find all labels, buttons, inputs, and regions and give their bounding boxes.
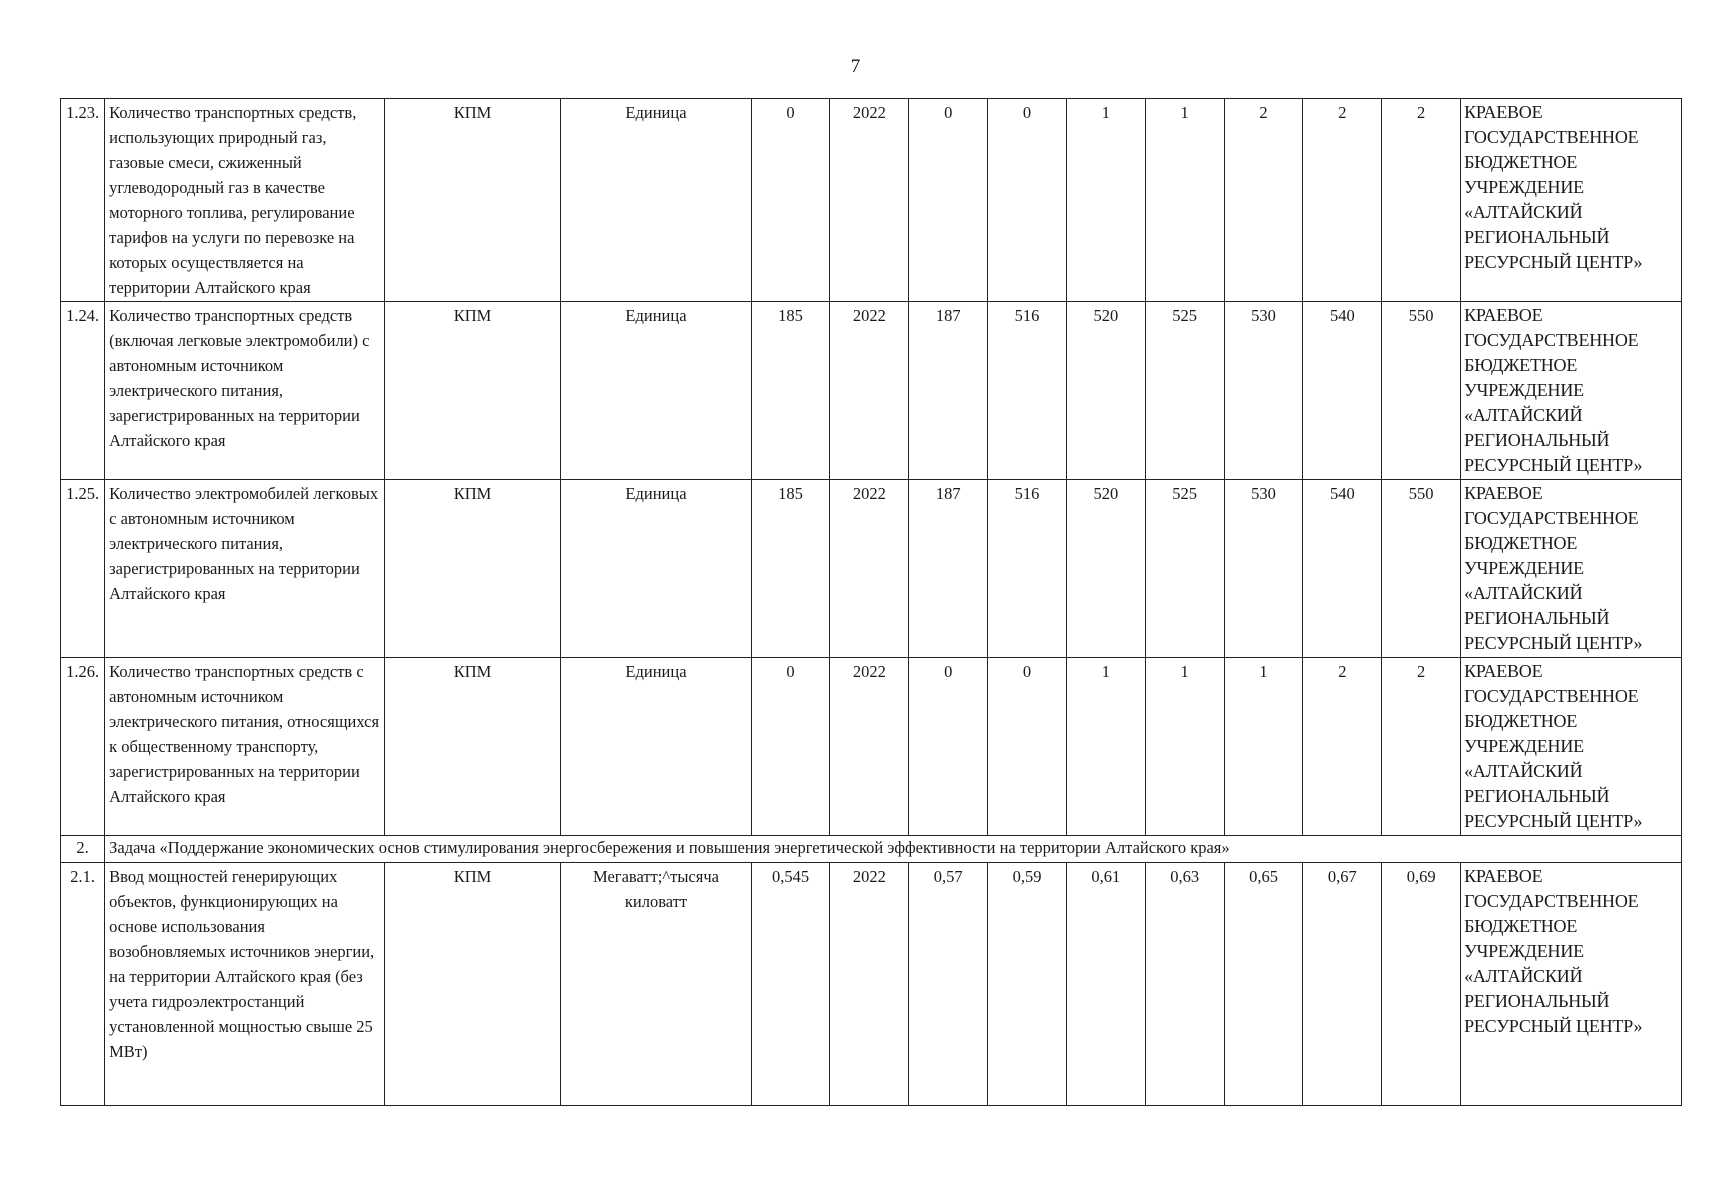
year-value: 550 [1382, 480, 1461, 658]
row-number: 1.25. [61, 480, 105, 658]
year-value: 530 [1224, 302, 1303, 480]
year-value: 525 [1145, 302, 1224, 480]
table-row [61, 302, 1682, 480]
indicator-name: Количество транспортных средств с автономным источником электрического питания, относящихся к общественному транспорту, зарегистрированных на территории Алтайского края [105, 658, 385, 836]
table-row [61, 99, 1682, 302]
year-value: 0,69 [1382, 863, 1461, 1106]
row-number: 2.1. [61, 863, 105, 1106]
year-value: 2 [1224, 99, 1303, 302]
responsible-organization: КРАЕВОЕ ГОСУДАРСТВЕННОЕ БЮДЖЕТНОЕ УЧРЕЖДЕНИЕ «АЛТАЙСКИЙ РЕГИОНАЛЬНЫЙ РЕСУРСНЫЙ ЦЕНТР» [1461, 480, 1682, 658]
indicator-name: Количество электромобилей легковых с автономным источником электрического питания, зарегистрированных на территории Алтайского края [105, 480, 385, 658]
year-value: 0,61 [1066, 863, 1145, 1106]
unit-of-measure: Единица [561, 99, 751, 302]
row-number: 1.23. [61, 99, 105, 302]
indicator-type: КПМ [384, 480, 561, 658]
row-number: 1.24. [61, 302, 105, 480]
indicator-name: Ввод мощностей генерирующих объектов, функционирующих на основе использования возобновляемых источников энергии, на территории Алтайского края (без учета гидроэлектростанций установленной мощностью свыше 25 МВт) [105, 863, 385, 1106]
page-number: 7 [850, 56, 861, 77]
base-year: 2022 [830, 863, 909, 1106]
year-value: 550 [1382, 302, 1461, 480]
year-value: 516 [988, 480, 1067, 658]
responsible-organization: КРАЕВОЕ ГОСУДАРСТВЕННОЕ БЮДЖЕТНОЕ УЧРЕЖДЕНИЕ «АЛТАЙСКИЙ РЕГИОНАЛЬНЫЙ РЕСУРСНЫЙ ЦЕНТР» [1461, 302, 1682, 480]
year-value: 520 [1066, 302, 1145, 480]
year-value: 2 [1382, 658, 1461, 836]
year-value: 187 [909, 480, 988, 658]
task-number: 2. [61, 836, 105, 863]
responsible-organization: КРАЕВОЕ ГОСУДАРСТВЕННОЕ БЮДЖЕТНОЕ УЧРЕЖДЕНИЕ «АЛТАЙСКИЙ РЕГИОНАЛЬНЫЙ РЕСУРСНЫЙ ЦЕНТР» [1461, 99, 1682, 302]
indicator-name: Количество транспортных средств, использующих природный газ, газовые смеси, сжиженный углеводородный газ в качестве моторного топлива, регулирование тарифов на услуги по перевозке на которых осуществляется на территории Алтайского края [105, 99, 385, 302]
unit-of-measure: Единица [561, 658, 751, 836]
year-value: 530 [1224, 480, 1303, 658]
unit-of-measure: Единица [561, 302, 751, 480]
year-value: 0,63 [1145, 863, 1224, 1106]
year-value: 0 [988, 99, 1067, 302]
year-value: 1 [1066, 658, 1145, 836]
base-year: 2022 [830, 99, 909, 302]
indicator-type: КПМ [384, 658, 561, 836]
indicator-type: КПМ [384, 99, 561, 302]
unit-of-measure: Единица [561, 480, 751, 658]
base-value: 185 [751, 302, 830, 480]
base-value: 0 [751, 99, 830, 302]
responsible-organization: КРАЕВОЕ ГОСУДАРСТВЕННОЕ БЮДЖЕТНОЕ УЧРЕЖДЕНИЕ «АЛТАЙСКИЙ РЕГИОНАЛЬНЫЙ РЕСУРСНЫЙ ЦЕНТР» [1461, 658, 1682, 836]
task-row [61, 836, 1682, 863]
table-row [61, 480, 1682, 658]
year-value: 0,57 [909, 863, 988, 1106]
year-value: 1 [1224, 658, 1303, 836]
year-value: 520 [1066, 480, 1145, 658]
year-value: 2 [1382, 99, 1461, 302]
unit-of-measure: Мегаватт;^тысяча киловатт [561, 863, 751, 1106]
year-value: 0,67 [1303, 863, 1382, 1106]
year-value: 0,65 [1224, 863, 1303, 1106]
row-number: 1.26. [61, 658, 105, 836]
base-value: 0 [751, 658, 830, 836]
base-year: 2022 [830, 658, 909, 836]
year-value: 525 [1145, 480, 1224, 658]
responsible-organization: КРАЕВОЕ ГОСУДАРСТВЕННОЕ БЮДЖЕТНОЕ УЧРЕЖДЕНИЕ «АЛТАЙСКИЙ РЕГИОНАЛЬНЫЙ РЕСУРСНЫЙ ЦЕНТР» [1461, 863, 1682, 1106]
base-year: 2022 [830, 302, 909, 480]
year-value: 1 [1066, 99, 1145, 302]
base-year: 2022 [830, 480, 909, 658]
indicators-table [60, 98, 1682, 1106]
year-value: 0,59 [988, 863, 1067, 1106]
year-value: 187 [909, 302, 988, 480]
year-value: 1 [1145, 658, 1224, 836]
indicator-type: КПМ [384, 302, 561, 480]
year-value: 540 [1303, 302, 1382, 480]
base-value: 185 [751, 480, 830, 658]
base-value: 0,545 [751, 863, 830, 1106]
table-row [61, 863, 1682, 1106]
year-value: 2 [1303, 99, 1382, 302]
year-value: 0 [988, 658, 1067, 836]
indicator-type: КПМ [384, 863, 561, 1106]
year-value: 0 [909, 658, 988, 836]
indicator-name: Количество транспортных средств (включая легковые электромобили) с автономным источником электрического питания, зарегистрированных на территории Алтайского края [105, 302, 385, 480]
year-value: 1 [1145, 99, 1224, 302]
table-row [61, 658, 1682, 836]
year-value: 2 [1303, 658, 1382, 836]
task-title: Задача «Поддержание экономических основ стимулирования энергосбережения и повышения энергетической эффективности на территории Алтайского края» [105, 836, 1682, 863]
year-value: 540 [1303, 480, 1382, 658]
year-value: 0 [909, 99, 988, 302]
year-value: 516 [988, 302, 1067, 480]
